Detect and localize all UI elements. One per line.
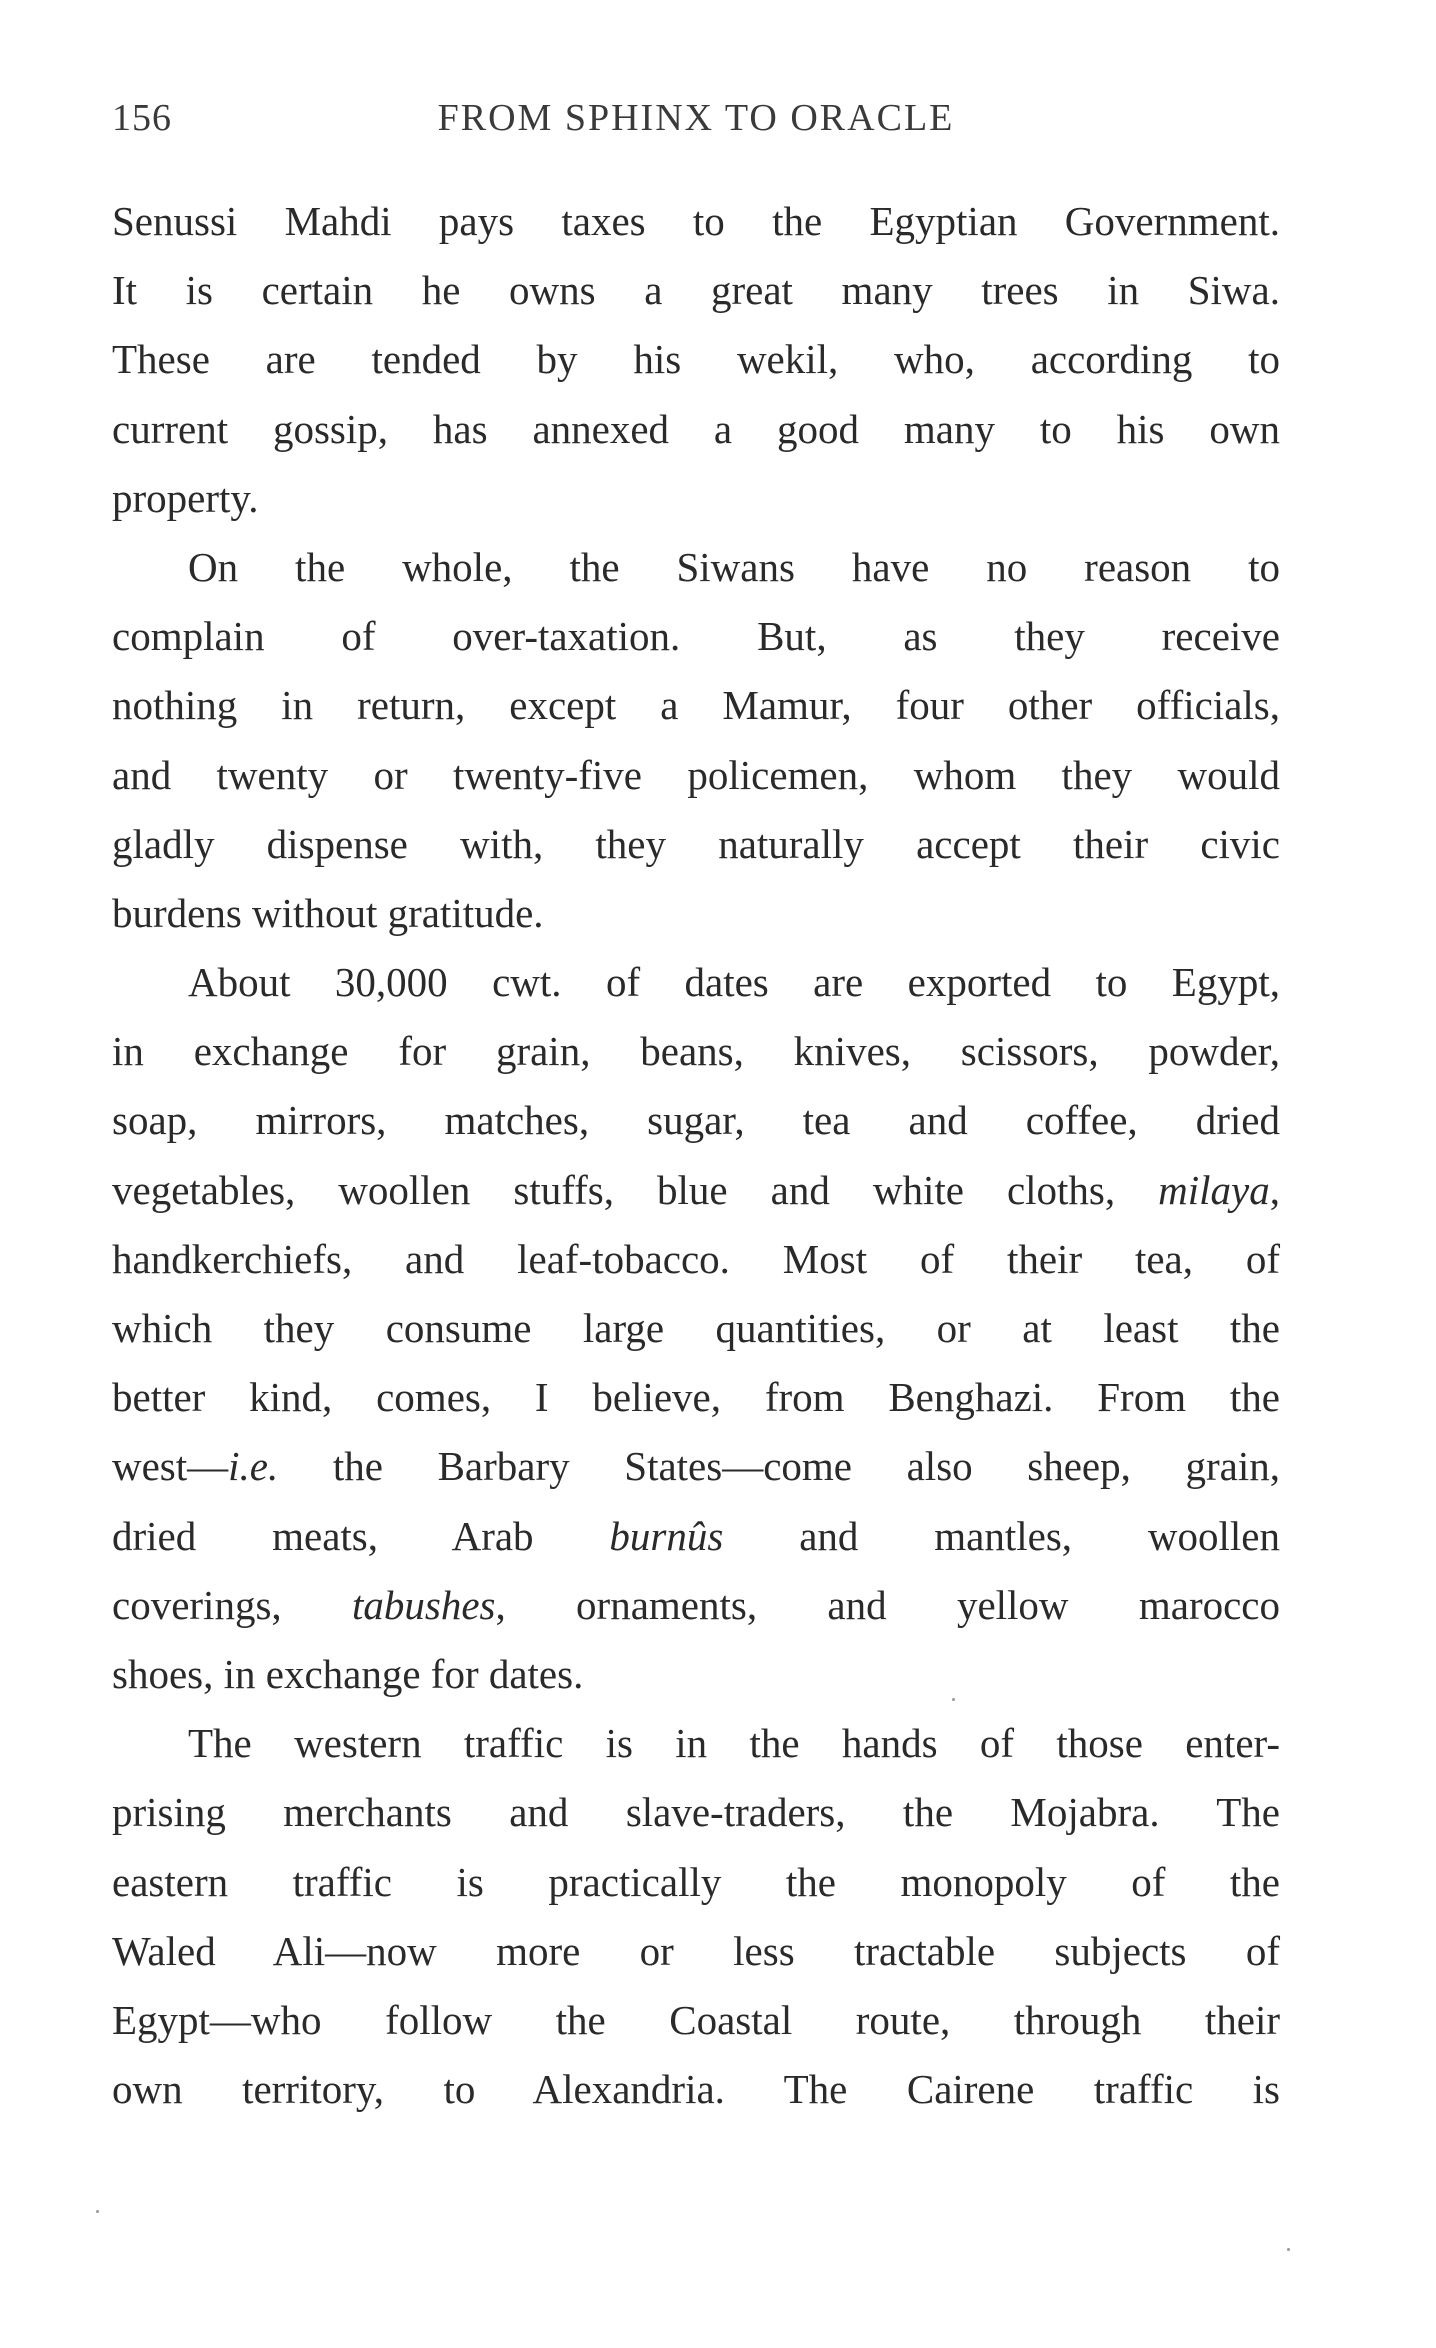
- paragraph: [112, 1709, 1280, 2124]
- text-run: property.: [112, 474, 259, 521]
- italic-word: i.e.: [228, 1443, 279, 1490]
- text-line: [112, 1156, 1280, 1225]
- text-line: [112, 741, 1280, 810]
- text-run: soap, mirrors, matches, sugar, tea and coffee, dried: [112, 1097, 1280, 1144]
- text-run: handkerchiefs, and leaf-tobacco. Most of their tea, of: [112, 1235, 1280, 1282]
- text-line: [112, 1917, 1280, 1986]
- paper-speck: [952, 1698, 955, 1701]
- text-line: [112, 1225, 1280, 1294]
- text-line: [112, 1294, 1280, 1363]
- italic-word: burnûs: [609, 1512, 724, 1559]
- paper-speck: [96, 2210, 99, 2213]
- text-run: complain of over-taxation. But, as they receive: [112, 613, 1280, 660]
- text-run: shoes, in exchange for dates.: [112, 1650, 584, 1697]
- text-run: burdens without gratitude.: [112, 889, 544, 936]
- paragraph: [112, 948, 1280, 1709]
- text-run: and mantles, woollen: [723, 1512, 1280, 1559]
- italic-word: tabushes: [351, 1581, 496, 1628]
- text-line: [112, 533, 1280, 602]
- body-text: [112, 187, 1280, 2124]
- text-line: [112, 1640, 1280, 1709]
- text-line: [112, 1086, 1280, 1155]
- text-line: [112, 879, 1280, 948]
- text-line: [112, 1986, 1280, 2055]
- text-run: The western traffic is in the hands of those enter-: [188, 1720, 1280, 1767]
- text-line: [112, 464, 1280, 533]
- paragraph: [112, 187, 1280, 533]
- text-line: [112, 602, 1280, 671]
- text-run: which they consume large quantities, or at least the: [112, 1305, 1280, 1351]
- text-line: [112, 325, 1280, 394]
- page-number: 156: [112, 97, 172, 139]
- text-run: gladly dispense with, they naturally accept their civic: [112, 820, 1280, 867]
- text-line: [112, 1017, 1280, 1086]
- text-run: Senussi Mahdi pays taxes to the Egyptian Government.: [112, 198, 1280, 244]
- text-run: own territory, to Alexandria. The Cairene traffic is: [112, 2066, 1280, 2113]
- text-run: and twenty or twenty-five policemen, whom they would: [112, 751, 1280, 798]
- text-run: in exchange for grain, beans, knives, scissors, powder,: [112, 1028, 1280, 1075]
- text-line: [112, 2055, 1280, 2124]
- paper-speck: [1287, 2248, 1290, 2251]
- running-title: FROM SPHINX TO ORACLE: [437, 97, 955, 139]
- text-line: [112, 187, 1280, 256]
- text-line: [112, 948, 1280, 1017]
- text-line: [112, 1571, 1280, 1640]
- text-line: [112, 1363, 1280, 1432]
- text-line: [112, 1432, 1280, 1501]
- text-line: [112, 1848, 1280, 1917]
- paragraph: [112, 533, 1280, 948]
- text-run: On the whole, the Siwans have no reason to: [188, 543, 1280, 590]
- text-line: [112, 671, 1280, 740]
- text-run: These are tended by his wekil, who, according to: [112, 336, 1280, 383]
- text-run: better kind, comes, I believe, from Benghazi. From the: [112, 1374, 1280, 1421]
- text-line: [112, 1502, 1280, 1571]
- text-line: [112, 810, 1280, 879]
- text-run: west—: [112, 1443, 229, 1490]
- text-run: nothing in return, except a Mamur, four other officials,: [112, 682, 1280, 729]
- text-run: dried meats, Arab: [112, 1512, 610, 1559]
- text-line: [112, 395, 1280, 464]
- running-header: [112, 96, 1280, 146]
- text-run: ,: [1269, 1166, 1280, 1213]
- text-line: [112, 256, 1280, 325]
- text-run: Egypt—who follow the Coastal route, through their: [112, 1996, 1280, 2043]
- text-run: eastern traffic is practically the monopoly of the: [112, 1858, 1280, 1905]
- text-run: It is certain he owns a great many trees in Siwa.: [112, 267, 1280, 314]
- text-run: vegetables, woollen stuffs, blue and white cloths,: [112, 1166, 1159, 1213]
- text-run: prising merchants and slave-traders, the Mojabra. The: [112, 1789, 1280, 1836]
- text-run: , ornaments, and yellow marocco: [495, 1581, 1280, 1628]
- text-run: coverings,: [112, 1581, 352, 1628]
- text-run: current gossip, has annexed a good many to his own: [112, 405, 1280, 452]
- text-line: [112, 1778, 1280, 1847]
- text-run: About 30,000 cwt. of dates are exported to Egypt,: [188, 959, 1280, 1006]
- text-run: Waled Ali—now more or less tractable subjects of: [112, 1927, 1280, 1974]
- italic-word: milaya: [1158, 1166, 1270, 1213]
- text-run: the Barbary States—come also sheep, grain,: [278, 1443, 1280, 1490]
- text-line: [112, 1709, 1280, 1778]
